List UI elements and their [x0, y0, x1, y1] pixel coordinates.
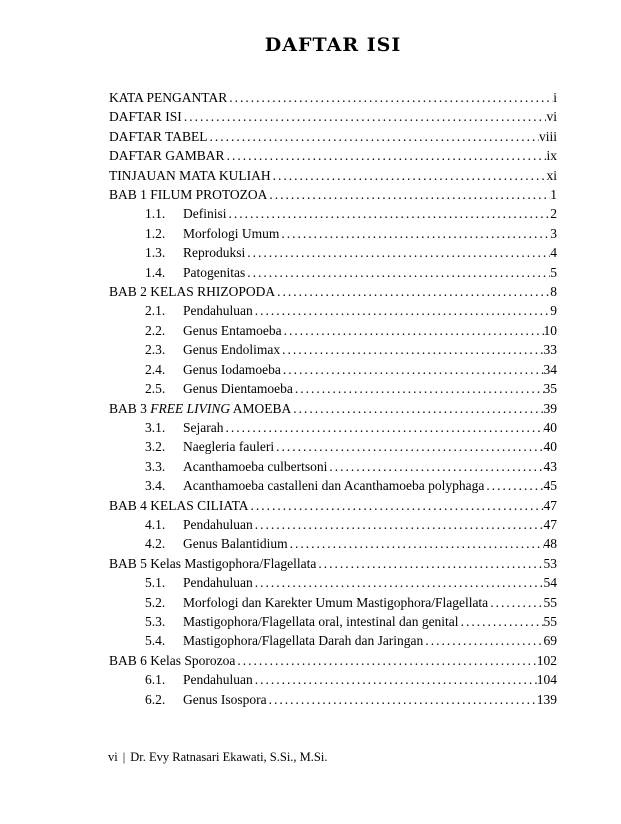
- toc-entry-label: DAFTAR TABEL: [109, 128, 208, 144]
- toc-entry-label: Genus Endolimax: [183, 342, 281, 358]
- toc-entry-page: 55: [543, 594, 557, 610]
- toc-entry: [109, 360, 557, 379]
- toc-entry-page: 104: [536, 672, 557, 688]
- toc-entry-page: 139: [536, 691, 557, 707]
- toc-entry: [109, 379, 557, 398]
- toc-entry: [109, 457, 557, 476]
- toc-entry-label: BAB 4 KELAS CILIATA: [109, 497, 249, 513]
- toc-entry-label: BAB 6 Kelas Sporozoa: [109, 652, 236, 668]
- toc-entry-number: 1.3.: [145, 245, 166, 261]
- leader-dots: [267, 690, 537, 709]
- toc-entry-page: 48: [543, 536, 557, 552]
- leader-dots: [281, 360, 544, 379]
- toc-entry-number: 2.1.: [145, 303, 166, 319]
- toc-entry: [109, 243, 557, 262]
- leader-dots: [459, 612, 544, 631]
- toc-entry: [109, 321, 557, 340]
- leader-dots: [267, 185, 550, 204]
- toc-entry: [109, 573, 557, 592]
- toc-entry-label: Pendahuluan: [183, 672, 253, 688]
- toc-entry-label: Acanthamoeba castalleni dan Acanthamoeba polyphaga: [183, 478, 485, 494]
- toc-entry: [109, 593, 557, 612]
- toc-entry: [109, 146, 557, 165]
- toc-entry-number: 3.1.: [145, 419, 166, 435]
- toc-entry: [109, 690, 557, 709]
- toc-entry: [109, 166, 557, 185]
- toc-entry-page: 4: [550, 245, 557, 261]
- toc-entry: [109, 437, 557, 456]
- leader-dots: [280, 340, 543, 359]
- leader-dots: [288, 534, 544, 553]
- leader-dots: [274, 437, 543, 456]
- toc-entry-label: BAB 3 FREE LIVING AMOEBA: [109, 400, 292, 416]
- toc-entry-number: 6.2.: [145, 691, 166, 707]
- toc-entry-page: 47: [543, 516, 557, 532]
- toc-entry-number: 3.4.: [145, 478, 166, 494]
- toc-entry-number: 1.4.: [145, 264, 166, 280]
- toc-entry-page: 47: [543, 497, 557, 513]
- toc-entry-label: Pendahuluan: [183, 516, 253, 532]
- toc-entry-label: Genus Iodamoeba: [183, 361, 281, 377]
- leader-dots: [235, 651, 536, 670]
- toc-entry-page: 55: [543, 613, 557, 629]
- toc-entry: [109, 554, 557, 573]
- leader-dots: [227, 204, 551, 223]
- toc-entry-number: 4.1.: [145, 516, 166, 532]
- leader-dots: [423, 631, 543, 650]
- toc-entry: [109, 534, 557, 553]
- toc-entry-page: 54: [543, 575, 557, 591]
- toc-entry-number: 2.2.: [145, 322, 166, 338]
- toc-entry: [109, 476, 557, 495]
- toc-entry-page: xi: [546, 167, 557, 183]
- toc-entry: [109, 224, 557, 243]
- toc-entry-label: Pendahuluan: [183, 575, 253, 591]
- toc-entry-page: 40: [543, 439, 557, 455]
- leader-dots: [293, 379, 544, 398]
- toc-entry: [109, 496, 557, 515]
- toc-entry: [109, 631, 557, 650]
- toc-entry-number: 3.3.: [145, 458, 166, 474]
- toc-entry-number: 5.2.: [145, 594, 166, 610]
- toc-entry-label: Morfologi Umum: [183, 225, 280, 241]
- toc-list: [109, 88, 557, 709]
- toc-entry-page: 8: [550, 284, 557, 300]
- toc-entry-label: Genus Isospora: [183, 691, 267, 707]
- toc-entry-page: 45: [543, 478, 557, 494]
- toc-entry-label: Naegleria fauleri: [183, 439, 275, 455]
- toc-entry-page: 3: [550, 225, 557, 241]
- toc-entry-number: 1.1.: [145, 206, 166, 222]
- toc-entry-number: 4.2.: [145, 536, 166, 552]
- toc-entry-label: BAB 1 FILUM PROTOZOA: [109, 187, 268, 203]
- page-footer: [108, 750, 327, 765]
- toc-entry-number: 2.5.: [145, 381, 166, 397]
- leader-dots: [225, 146, 547, 165]
- toc-entry-page: 53: [543, 555, 557, 571]
- leader-dots: [484, 476, 543, 495]
- toc-entry-number: 2.4.: [145, 361, 166, 377]
- toc-entry: [109, 301, 557, 320]
- toc-entry-page: 35: [543, 381, 557, 397]
- leader-dots: [245, 243, 550, 262]
- toc-entry-page: 34: [543, 361, 557, 377]
- leader-dots: [271, 166, 547, 185]
- toc-entry-label: BAB 2 KELAS RHIZOPODA: [109, 284, 276, 300]
- toc-entry-number: 5.1.: [145, 575, 166, 591]
- toc-entry: [109, 127, 557, 146]
- toc-entry-label: Morfologi dan Karekter Umum Mastigophora/Flagellata: [183, 594, 489, 610]
- toc-entry-page: viii: [538, 128, 557, 144]
- leader-dots: [207, 127, 539, 146]
- toc-entry-label: Reproduksi: [183, 245, 246, 261]
- toc-entry-label: Genus Balantidium: [183, 536, 288, 552]
- leader-dots: [253, 515, 544, 534]
- toc-entry: [109, 263, 557, 282]
- leader-dots: [253, 301, 551, 320]
- leader-dots: [316, 554, 543, 573]
- toc-entry-page: 69: [543, 633, 557, 649]
- toc-entry-label: Mastigophora/Flagellata Darah dan Jaringan: [183, 633, 424, 649]
- toc-entry-number: 5.3.: [145, 613, 166, 629]
- toc-entry-label: Mastigophora/Flagellata oral, intestinal dan genital: [183, 613, 459, 629]
- leader-dots: [182, 107, 547, 126]
- leader-dots: [253, 573, 544, 592]
- leader-dots: [327, 457, 543, 476]
- toc-entry-number: 2.3.: [145, 342, 166, 358]
- toc-entry-label: Patogenitas: [183, 264, 246, 280]
- toc-entry-label: KATA PENGANTAR: [109, 90, 228, 105]
- toc-entry-number: 3.2.: [145, 439, 166, 455]
- toc-entry: [109, 670, 557, 689]
- toc-entry-label: Pendahuluan: [183, 303, 253, 319]
- leader-dots: [227, 88, 553, 107]
- toc-entry: [109, 418, 557, 437]
- toc-entry: [109, 107, 557, 126]
- footer-author: Dr. Evy Ratnasari Ekawati, S.Si., M.Si.: [130, 750, 328, 764]
- leader-dots: [253, 670, 537, 689]
- toc-entry-page: 33: [543, 342, 557, 358]
- toc-entry-page: 39: [543, 400, 557, 416]
- leader-dots: [245, 263, 550, 282]
- toc-entry-label: Genus Entamoeba: [183, 322, 282, 338]
- toc-entry-page: 43: [543, 458, 557, 474]
- toc-entry-label: DAFTAR GAMBAR: [109, 148, 225, 164]
- toc-entry: [109, 282, 557, 301]
- toc-entry-label: Sejarah: [183, 419, 224, 435]
- page-title: DAFTAR ISI: [264, 34, 402, 56]
- toc-entry-label: Acanthamoeba culbertsoni: [183, 458, 328, 474]
- toc-entry-page: ix: [546, 148, 557, 164]
- toc-entry-page: 102: [536, 652, 557, 668]
- toc-entry-label: BAB 5 Kelas Mastigophora/Flagellata: [109, 555, 317, 571]
- toc-entry-page: 10: [543, 322, 557, 338]
- leader-dots: [249, 496, 544, 515]
- toc-entry-page: 9: [550, 303, 557, 319]
- leader-dots: [488, 593, 543, 612]
- toc-entry-number: 1.2.: [145, 225, 166, 241]
- toc-entry-label: Definisi: [183, 206, 227, 222]
- toc-entry-page: i: [553, 90, 557, 105]
- toc-entry: [109, 88, 557, 107]
- toc-entry: [109, 185, 557, 204]
- toc-entry-page: 40: [543, 419, 557, 435]
- toc-entry: [109, 399, 557, 418]
- leader-dots: [282, 321, 544, 340]
- leader-dots: [279, 224, 550, 243]
- footer-separator: |: [122, 750, 126, 764]
- toc-entry-number: 6.1.: [145, 672, 166, 688]
- toc-entry-page: 1: [550, 187, 557, 203]
- toc-entry: [109, 515, 557, 534]
- toc-entry: [109, 612, 557, 631]
- leader-dots: [275, 282, 550, 301]
- toc-entry-page: 5: [550, 264, 557, 280]
- toc-entry-page: vi: [546, 109, 557, 125]
- toc-entry: [109, 340, 557, 359]
- toc-entry: [109, 651, 557, 670]
- toc-entry-page: 2: [550, 206, 557, 222]
- toc-entry-label: DAFTAR ISI: [109, 109, 182, 125]
- toc-entry: [109, 204, 557, 223]
- leader-dots: [291, 399, 543, 418]
- toc-entry-number: 5.4.: [145, 633, 166, 649]
- leader-dots: [223, 418, 543, 437]
- footer-page-number: vi: [108, 750, 118, 764]
- toc-entry-label: TINJAUAN MATA KULIAH: [109, 167, 271, 183]
- toc-entry-label: Genus Dientamoeba: [183, 381, 293, 397]
